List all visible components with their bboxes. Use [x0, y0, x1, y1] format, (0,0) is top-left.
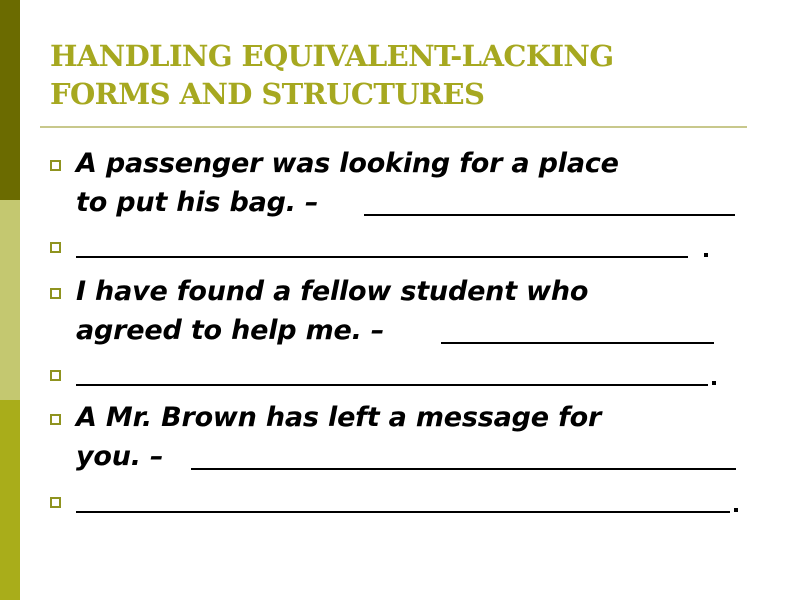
- exercise-sentence: I have found a fellow student who agreed to help me. –: [76, 276, 589, 346]
- square-bullet-icon: [50, 414, 61, 425]
- period-mark: [734, 508, 738, 512]
- list-item: [50, 360, 750, 390]
- title-divider: [40, 126, 747, 128]
- answer-blank: [76, 384, 708, 386]
- square-bullet-icon: [50, 242, 61, 253]
- answer-blank: [76, 256, 688, 258]
- slide-title: HANDLING EQUIVALENT-LACKING FORMS AND STRUCTURES: [50, 39, 614, 111]
- list-item: [50, 144, 750, 224]
- list-item: [50, 272, 750, 352]
- square-bullet-icon: [50, 160, 61, 171]
- exercise-sentence: A passenger was looking for a place to put his bag. –: [76, 148, 619, 218]
- answer-blank: [364, 214, 735, 216]
- square-bullet-icon: [50, 497, 61, 508]
- list-item: [50, 398, 750, 478]
- answer-blank: [191, 468, 736, 470]
- slide-accent-strip: [0, 0, 20, 600]
- period-mark: [712, 381, 716, 385]
- square-bullet-icon: [50, 370, 61, 381]
- answer-blank: [441, 342, 714, 344]
- list-item: [50, 487, 750, 517]
- accent-strip-segment-bottom: [0, 400, 20, 600]
- period-mark: [704, 253, 708, 257]
- accent-strip-segment-top: [0, 0, 20, 200]
- exercise-sentence: A Mr. Brown has left a message for you. –: [76, 402, 602, 472]
- square-bullet-icon: [50, 288, 61, 299]
- answer-blank: [76, 511, 730, 513]
- accent-strip-segment-middle: [0, 200, 20, 400]
- list-item: [50, 232, 750, 262]
